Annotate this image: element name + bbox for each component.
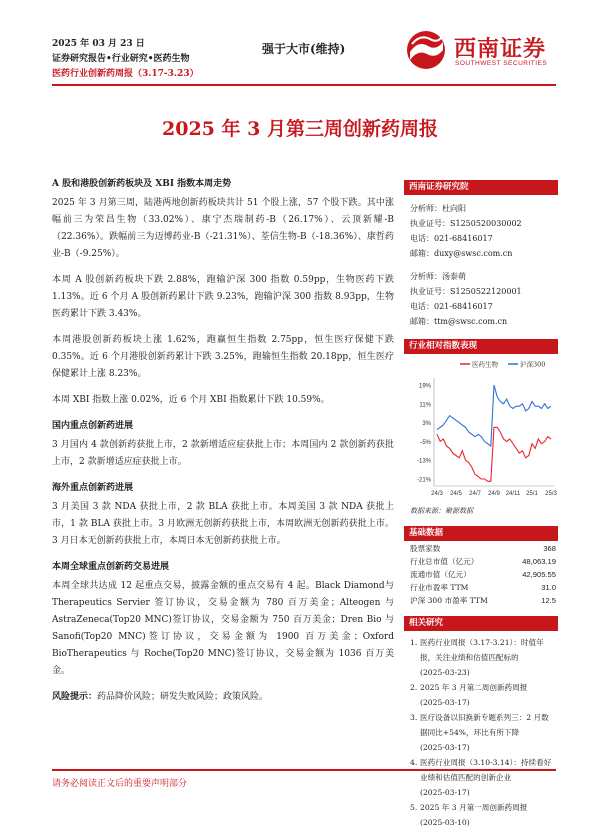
item-number: 4. xyxy=(410,758,418,767)
chart-header: 行业相对指数表现 xyxy=(404,339,558,354)
item-date: (2025-03-10) xyxy=(420,818,470,827)
section-heading: 海外重点创新药进展 xyxy=(52,483,134,493)
row-label: 股票家数 xyxy=(410,543,441,553)
section-heading: 本周全球重点创新药交易进展 xyxy=(52,562,170,572)
item-title: 2025 年 3 月第二周创新药周报 xyxy=(420,683,528,692)
x-tick-label: 24/9 xyxy=(488,491,500,497)
y-tick-label: 11% xyxy=(419,402,431,409)
relative-index-chart xyxy=(404,354,558,504)
item-number: 5. xyxy=(410,803,418,812)
y-tick-label: -13% xyxy=(416,458,431,465)
row-label: 行业市盈率 TTM xyxy=(410,582,469,592)
section-domestic xyxy=(52,418,394,471)
row-value: 31.0 xyxy=(541,582,556,592)
section-heading: 国内重点创新药进展 xyxy=(52,421,134,431)
row-label: 沪深 300 市盈率 TTM xyxy=(410,595,488,605)
legend-label: 医药生物 xyxy=(472,360,498,369)
analyst-email[interactable]: 邮箱：ttm@swsc.com.cn xyxy=(410,317,508,326)
main-content xyxy=(52,175,394,715)
chart-source: 数据来源：聚源数据 xyxy=(410,507,473,515)
item-title: 医药行业周报（3.10-3.14）：持续看好业绩和估值匹配的创新企业 xyxy=(420,758,552,782)
list-item[interactable] xyxy=(410,710,554,740)
list-item[interactable] xyxy=(410,800,554,815)
logo-text-cn: 西南证券 xyxy=(454,36,547,62)
paragraph: 本周港股创新药板块上涨 1.62%，跑赢恒生指数 2.75pp，恒生医疗保健下跌 0.35%。近 6 个月港股创新药累计下跌 3.25%，跑输恒生指数 20.18pp，恒生医疗保健累计上涨 8.23%。 xyxy=(52,335,394,379)
logo-mark-icon xyxy=(406,30,446,70)
analyst-info xyxy=(404,195,558,333)
x-tick-label: 24/7 xyxy=(469,491,481,497)
risk-warning xyxy=(52,689,394,706)
item-title: 医疗设备以旧换新专题系列三：2 月数据同比+54%，环比有所下降 xyxy=(420,713,549,737)
section-market xyxy=(52,176,394,409)
section-overseas xyxy=(52,480,394,550)
x-tick-label: 24/5 xyxy=(450,491,462,497)
paragraph: 2025 年 3 月第三周，陆港两地创新药板块共计 51 个股上涨，57 个股下跌。其中涨幅前三为荣昌生物（33.02%）、康宁杰瑞制药-B（26.17%）、云顶新耀-B（22.36%）。跌幅前三为迈博药业-B（-21.31%）、荃信生物-B（-18.36%）、康哲药业-B（-9.25%）。 xyxy=(52,198,394,259)
list-item[interactable] xyxy=(410,680,554,695)
footer-divider xyxy=(52,769,556,771)
x-tick-label: 24/3 xyxy=(431,491,443,497)
y-tick-label: 19% xyxy=(418,383,431,390)
table-row xyxy=(404,567,558,580)
analyst-header: 西南证券研究院 xyxy=(404,180,558,195)
item-date: (2025-03-17) xyxy=(420,788,470,797)
x-tick-label: 24/11 xyxy=(505,491,521,497)
analyst-phone: 电话：021-68416017 xyxy=(410,234,493,243)
list-item[interactable] xyxy=(410,635,554,665)
y-tick-label: -5% xyxy=(420,439,431,446)
item-date: (2025-03-17) xyxy=(420,698,470,707)
risk-label: 风险提示： xyxy=(52,692,98,702)
paragraph: 本周 XBI 指数上涨 0.02%，近 6 个月 XBI 指数累计下跌 10.59%。 xyxy=(52,395,330,405)
logo-text-en: SOUTHWEST SECURITIES xyxy=(455,60,548,67)
row-value: 48,063.19 xyxy=(522,556,556,566)
analyst-cert: 执业证号：S1250522120001 xyxy=(410,287,522,296)
related-list xyxy=(404,631,558,830)
section-deals xyxy=(52,559,394,680)
series-line xyxy=(437,385,551,446)
related-header: 相关研究 xyxy=(404,616,558,631)
report-type: 证券研究报告•行业研究•医药生物 xyxy=(52,54,190,64)
report-series: 医药行业创新药周报（3.17-3.23） xyxy=(52,69,199,79)
industry-rating: 强于大市(维持) xyxy=(262,42,346,56)
table-row xyxy=(404,580,558,593)
risk-text: 药品降价风险；研发失败风险；政策风险。 xyxy=(97,692,269,702)
header-divider xyxy=(52,84,556,86)
paragraph: 本周 A 股创新药板块下跌 2.88%，跑输沪深 300 指数 0.59pp，生物医药下跌 1.13%。近 6 个月 A 股创新药累计下跌 9.23%，跑输沪深 300 指数 8.93pp，生物医药累计下跌 3.43%。 xyxy=(52,275,394,319)
footer-disclaimer: 请务必阅读正文后的重要声明部分 xyxy=(52,779,188,789)
item-title: 医药行业周报（3.17-3.21）：时值年报，关注业绩和估值匹配标的 xyxy=(420,638,544,662)
row-label: 行业总市值（亿元） xyxy=(410,556,479,566)
item-date: (2025-03-23) xyxy=(420,668,470,677)
item-number: 2. xyxy=(410,683,418,692)
report-date: 2025 年 03 月 23 日 xyxy=(52,39,145,49)
page-title: 2025 年 3 月第三周创新药周报 xyxy=(162,118,438,140)
row-value: 12.5 xyxy=(541,595,556,605)
paragraph: 本周全球共达成 12 起重点交易，披露金额的重点交易有 4 起。Black Diamond与 Therapeutics Servier 签订协议，交易金额为 780 百万美金；Alteogen 与 AstraZeneca(Top20 MNC)签订协议，交易金额为 750 百万美金；Dren Bio 与 Sanofi(Top20 MNC)签订协议，交易金额为 1900 百万美金；Oxford BioTherapeutics 与 Roche(Top20 MNC)签订协议，交易金额为 1036 百万美金。 xyxy=(52,581,394,676)
row-value: 368 xyxy=(543,543,556,553)
table-row xyxy=(404,554,558,567)
row-value: 42,905.55 xyxy=(522,569,556,579)
legend-label: 沪深300 xyxy=(520,360,546,369)
item-title: 2025 年 3 月第一周创新药周报 xyxy=(420,803,528,812)
analyst-phone: 电话：021-68416017 xyxy=(410,302,493,311)
company-logo xyxy=(406,30,566,72)
analyst-cert: 执业证号：S1250520030002 xyxy=(410,219,522,228)
chart-svg xyxy=(404,354,558,504)
series-line xyxy=(437,427,551,481)
analyst-name: 分析师：杜向阳 xyxy=(410,204,466,213)
item-number: 3. xyxy=(410,713,418,722)
paragraph: 3 月国内 4 款创新药获批上市，2 款新增适应症获批上市；本周国内 2 款创新药获批上市，2 款新增适应症获批上市。 xyxy=(52,440,394,467)
section-heading: A 股和港股创新药板块及 XBI 指数本周走势 xyxy=(52,179,232,189)
item-date: (2025-03-17) xyxy=(420,743,470,752)
x-tick-label: 25/1 xyxy=(526,491,538,497)
table-row xyxy=(404,541,558,554)
row-label: 流通市值（亿元） xyxy=(410,569,471,579)
sidebar xyxy=(404,180,558,830)
basic-data-table xyxy=(404,541,558,606)
x-tick-label: 25/3 xyxy=(545,491,557,497)
analyst-name: 分析师：汤泰萌 xyxy=(410,272,466,281)
table-row xyxy=(404,593,558,606)
y-tick-label: 3% xyxy=(422,421,431,428)
paragraph: 3 月美国 3 款 NDA 获批上市，2 款 BLA 获批上市。本周美国 3 款 NDA 获批上市，1 款 BLA 获批上市。3 月欧洲无创新药获批上市，本周欧洲无创新药获批上市。3 月日本无创新药获批上市，本周日本无创新药获批上市。 xyxy=(52,502,394,546)
basic-data-header: 基础数据 xyxy=(404,526,558,541)
item-number: 1. xyxy=(410,638,418,647)
y-tick-label: -21% xyxy=(416,477,431,484)
analyst-email[interactable]: 邮箱：duxy@swsc.com.cn xyxy=(410,249,513,258)
